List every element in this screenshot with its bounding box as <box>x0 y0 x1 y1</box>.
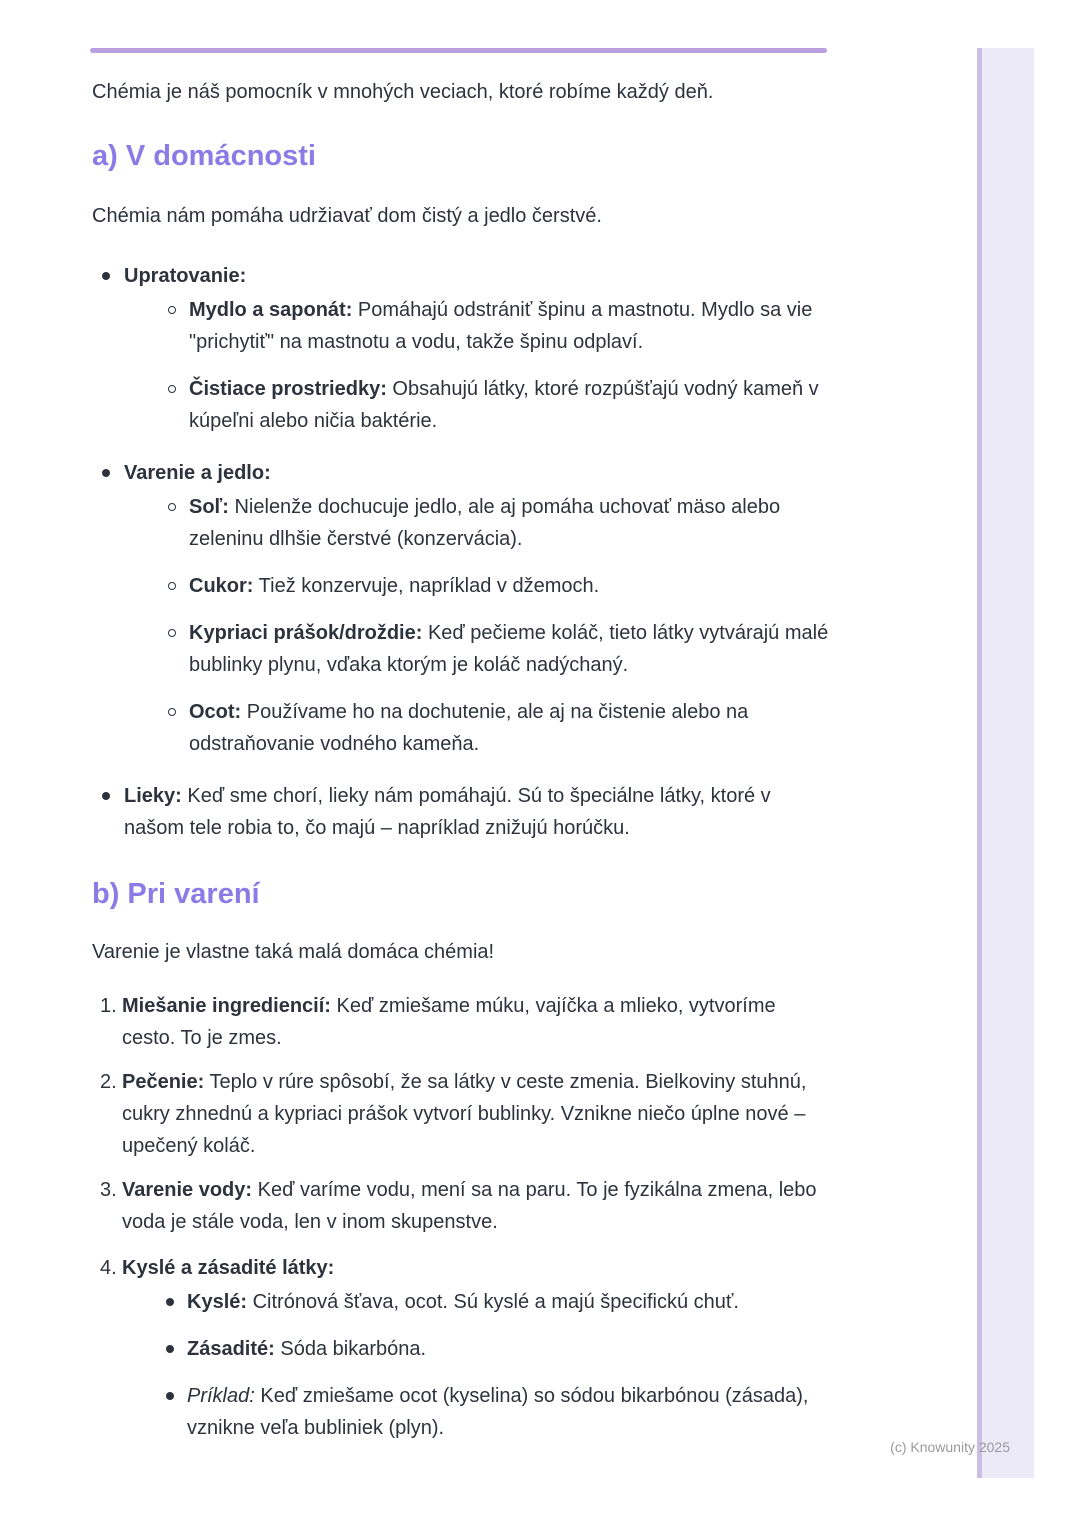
list-item-cistiace <box>124 373 834 437</box>
list-item-body <box>122 1174 834 1238</box>
list-item-ocot <box>124 696 834 760</box>
term-text: Tiež konzervuje, napríklad v džemoch. <box>258 575 600 597</box>
list-item-miesanie <box>92 990 834 1054</box>
section-b-title: b) Pri varení <box>92 878 260 910</box>
sub-list <box>124 491 834 760</box>
list-item-body <box>189 373 834 437</box>
list-item-zasadite <box>122 1333 834 1365</box>
list-item-kysle <box>122 1286 834 1318</box>
list-item-body <box>122 1252 834 1444</box>
list-item-upratovanie <box>92 260 834 437</box>
list-item-cukor <box>124 570 834 602</box>
term-text: Pomáhajú odstrániť špinu a mastnotu. Mydlo sa vie "prichytiť" na mastnotu a vodu, takže špinu odplaví. <box>189 299 813 353</box>
list-number: 4. <box>100 1257 117 1279</box>
term-label: Miešanie ingrediencií: <box>122 995 331 1017</box>
right-margin-bar <box>977 48 1034 1478</box>
list-item-lieky <box>92 780 834 844</box>
list-item-body <box>124 457 834 760</box>
term-text: Teplo v rúre spôsobí, že sa látky v ceste zmenia. Bielkoviny stuhnú, cukry zhnednú a kypriaci prášok vytvorí bublinky. Vznikne niečo úplne nové – upečený koláč. <box>122 1071 807 1157</box>
list-item-body <box>187 1333 834 1365</box>
copyright-footer: (c) Knowunity 2025 <box>890 1439 1010 1455</box>
term-label: Kypriaci prášok/droždie: <box>189 622 423 644</box>
term-text: Keď sme chorí, lieky nám pomáhajú. Sú to špeciálne látky, ktoré v našom tele robia to, čo majú – napríklad znižujú horúčku. <box>124 785 771 839</box>
list-item-body <box>122 990 834 1054</box>
term-text: Používame ho na dochutenie, ale aj na čistenie alebo na odstraňovanie vodného kameňa. <box>189 701 749 755</box>
list-item-body <box>189 617 834 681</box>
list-item-body <box>189 294 834 358</box>
section-a-title: a) V domácnosti <box>92 140 316 172</box>
term-text: Keď zmiešame ocot (kyselina) so sódou bikarbónou (zásada), vznikne veľa bubliniek (plyn). <box>187 1385 809 1439</box>
list-item-body <box>189 491 834 555</box>
term-label: Varenie vody: <box>122 1179 253 1201</box>
term-text: Obsahujú látky, ktoré rozpúšťajú vodný kameň v kúpeľni alebo ničia baktérie. <box>189 378 819 432</box>
term-text: Keď varíme vodu, mení sa na paru. To je fyzikálna zmena, lebo voda je stále voda, len v inom skupenstve. <box>122 1179 817 1233</box>
list-item-varenie-a-jedlo <box>92 457 834 760</box>
term-label: Kyslé: <box>187 1291 248 1313</box>
notes-content <box>92 53 834 1444</box>
list-item-heading <box>124 260 834 292</box>
term-label: Pečenie: <box>122 1071 205 1093</box>
term-text: Keď zmiešame múku, vajíčka a mlieko, vytvoríme cesto. To je zmes. <box>122 995 776 1049</box>
list-item-body <box>187 1380 834 1444</box>
term-label: Upratovanie: <box>124 265 247 287</box>
list-item-heading <box>122 1252 834 1284</box>
section-a-intro: Chémia nám pomáha udržiavať dom čistý a jedlo čerstvé. <box>92 205 602 227</box>
list-item-kysle-zasadite <box>92 1252 834 1444</box>
list-item-heading <box>124 457 834 489</box>
term-label: Čistiace prostriedky: <box>189 378 387 400</box>
term-text: Citrónová šťava, ocot. Sú kyslé a majú špecifickú chuť. <box>252 1291 739 1313</box>
term-label: Cukor: <box>189 575 254 597</box>
term-text: Sóda bikarbóna. <box>280 1338 427 1360</box>
term-label: Varenie a jedlo: <box>124 462 271 484</box>
term-label: Kyslé a zásadité látky: <box>122 1257 335 1279</box>
term-label: Soľ: <box>189 496 229 518</box>
term-text: Nielenže dochucuje jedlo, ale aj pomáha uchovať mäso alebo zeleninu dlhšie čerstvé (konzervácia). <box>189 496 781 550</box>
term-label: Ocot: <box>189 701 242 723</box>
list-item-body <box>189 570 834 602</box>
household-list <box>92 260 834 844</box>
list-item-body <box>124 780 834 844</box>
list-item-pecenie <box>92 1066 834 1162</box>
list-item-varenie-vody <box>92 1174 834 1238</box>
list-item-body <box>124 260 834 437</box>
term-label: Zásadité: <box>187 1338 275 1360</box>
cooking-list <box>92 990 834 1444</box>
sub-list <box>124 294 834 437</box>
list-item-sol <box>124 491 834 555</box>
list-item-kypriaci-prasok <box>124 617 834 681</box>
list-item-body <box>189 696 834 760</box>
example-label: Príklad: <box>187 1385 255 1407</box>
list-number: 3. <box>100 1179 117 1201</box>
sub-list <box>122 1286 834 1444</box>
intro-paragraph: Chémia je náš pomocník v mnohých veciach, ktoré robíme každý deň. <box>92 81 714 103</box>
list-number: 2. <box>100 1071 117 1093</box>
list-item-priklad <box>122 1380 834 1444</box>
term-label: Lieky: <box>124 785 182 807</box>
list-item-body <box>187 1286 834 1318</box>
term-label: Mydlo a saponát: <box>189 299 353 321</box>
list-number: 1. <box>100 995 117 1017</box>
section-b-intro: Varenie je vlastne taká malá domáca chémia! <box>92 941 495 963</box>
list-item-body <box>122 1066 834 1162</box>
term-text: Keď pečieme koláč, tieto látky vytvárajú malé bublinky plynu, vďaka ktorým je koláč nadýchaný. <box>189 622 829 676</box>
list-item-mydlo <box>124 294 834 358</box>
